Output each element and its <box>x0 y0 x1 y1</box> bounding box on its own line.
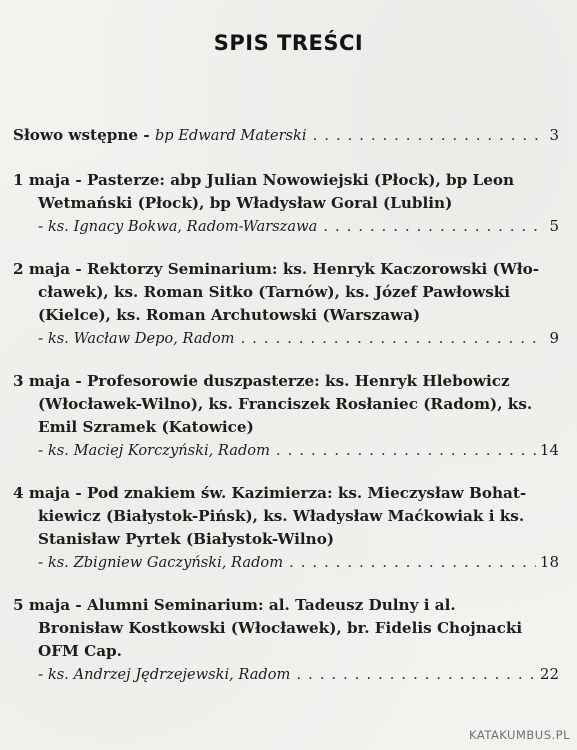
entry-author: ks. Ignacy Bokwa, Radom-Warszawa <box>47 218 318 235</box>
dot-leader <box>296 663 536 686</box>
entry-heading: Pasterze: abp Julian Nowowiejski (Płock), bp Leon <box>87 171 515 189</box>
author-dash: - <box>38 665 48 683</box>
entry-date: 4 maja <box>13 484 71 502</box>
entry-separator: - <box>70 260 87 278</box>
dot-leader <box>313 124 546 147</box>
entry-date: 1 maja <box>13 171 71 189</box>
author-dash: - <box>38 217 48 235</box>
entry-date: 2 maja <box>13 260 71 278</box>
entry-author: ks. Maciej Korczyński, Radom <box>47 442 270 459</box>
entry-heading-continued: OFM Cap. <box>38 642 122 660</box>
entry-heading: Pod znakiem św. Kazimierza: ks. Mieczysław Bohat- <box>87 484 527 502</box>
entry-separator: - <box>70 171 87 189</box>
entry-heading-continued: Emil Szramek (Katowice) <box>38 418 254 436</box>
author-dash: - <box>38 329 48 347</box>
page-number: 14 <box>539 441 559 459</box>
entry-separator: - <box>70 372 87 390</box>
toc-entry-may-5 <box>13 594 565 686</box>
toc-entry-may-4 <box>13 482 565 574</box>
entry-author: bp Edward Materski <box>154 127 307 144</box>
page-number: 22 <box>539 665 559 683</box>
entry-heading-continued: cławek), ks. Roman Sitko (Tarnów), ks. Józef Pawłowski <box>38 283 511 301</box>
watermark: KATAKUMBUS.PL <box>469 728 570 742</box>
dot-leader <box>240 327 545 350</box>
entry-heading-continued: Wetmański (Płock), bp Władysław Goral (Lublin) <box>38 194 453 212</box>
toc-entry-foreword <box>13 124 565 147</box>
entry-author: ks. Wacław Depo, Radom <box>47 330 235 347</box>
page-number: 9 <box>549 329 559 347</box>
entry-heading: Rektorzy Seminarium: ks. Henryk Kaczorowski (Wło- <box>87 260 540 278</box>
page-title: SPIS TREŚCI <box>213 31 364 55</box>
entry-heading-continued: (Włocławek-Wilno), ks. Franciszek Rosłaniec (Radom), ks. <box>38 395 533 413</box>
author-dash: - <box>38 441 48 459</box>
table-of-contents <box>13 124 565 706</box>
entry-heading: Słowo wstępne <box>13 126 139 144</box>
entry-heading-continued: kiewicz (Białystok-Pińsk), ks. Władysław Maćkowiak i ks. <box>38 507 525 525</box>
entry-date: 5 maja <box>13 596 71 614</box>
entry-separator: - <box>70 484 87 502</box>
toc-entry-may-3 <box>13 370 565 462</box>
entry-heading: Profesorowie duszpasterze: ks. Henryk Hlebowicz <box>87 372 510 390</box>
entry-heading-continued: (Kielce), ks. Roman Archutowski (Warszawa) <box>38 306 421 324</box>
dot-leader <box>289 551 536 574</box>
toc-entry-may-2 <box>13 258 565 350</box>
author-dash: - <box>38 553 48 571</box>
entry-heading-continued: Bronisław Kostkowski (Włocławek), br. Fidelis Chojnacki <box>38 619 523 637</box>
dot-leader <box>323 215 545 238</box>
dot-leader <box>276 439 536 462</box>
entry-separator: - <box>70 596 87 614</box>
entry-heading-continued: Stanisław Pyrtek (Białystok-Wilno) <box>38 530 335 548</box>
entry-author: ks. Andrzej Jędrzejewski, Radom <box>47 666 291 683</box>
entry-author: ks. Zbigniew Gaczyński, Radom <box>47 554 284 571</box>
page-number: 3 <box>549 126 559 144</box>
entry-date: 3 maja <box>13 372 71 390</box>
page-number: 5 <box>549 217 559 235</box>
entry-separator: - <box>138 126 155 144</box>
page-number: 18 <box>539 553 559 571</box>
toc-entry-may-1 <box>13 169 565 238</box>
entry-heading: Alumni Seminarium: al. Tadeusz Dulny i al. <box>87 596 456 614</box>
